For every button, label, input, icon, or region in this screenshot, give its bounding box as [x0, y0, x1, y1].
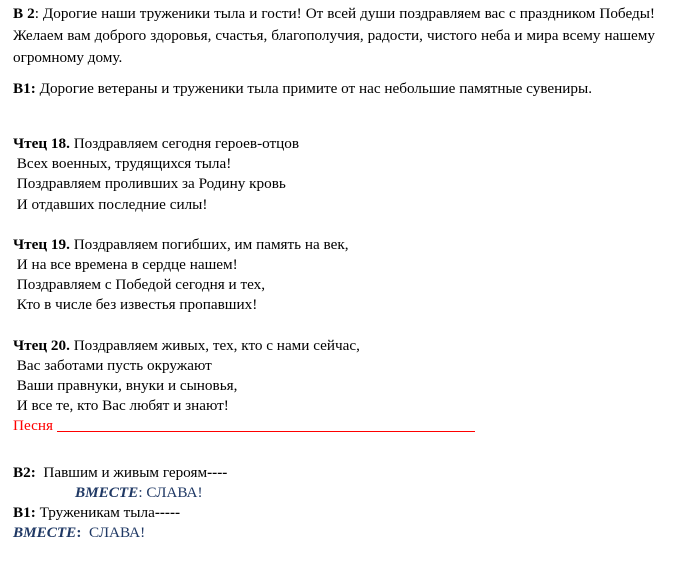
speaker-label: В1:	[13, 504, 36, 522]
verse-line: И все те, кто Вас любят и знают!	[13, 397, 229, 415]
finale-block	[13, 463, 655, 544]
speaker-label: В 2	[13, 5, 35, 22]
together-text: СЛАВА!	[81, 524, 146, 542]
verse-line: Поздравляем живых, тех, кто с нами сейчас,	[69, 336, 360, 354]
paragraph-v1-souvenirs	[13, 78, 655, 100]
dashes: -----	[154, 504, 181, 522]
together-colon: :	[76, 524, 82, 542]
paragraph-v2-greeting	[13, 3, 655, 69]
song-title-blank	[57, 430, 475, 432]
reader-label: Чтец 18.	[13, 135, 70, 152]
finale-text: Труженикам тыла	[35, 504, 155, 522]
verse-line: Ваши правнуки, внуки и сыновья,	[13, 377, 238, 395]
verse-reader-20	[13, 336, 655, 437]
together-label: ВМЕСТЕ	[13, 524, 77, 542]
verse-line: Вас заботами пусть окружают	[13, 356, 212, 374]
reader-label: Чтец 20.	[13, 336, 70, 354]
finale-text: Павшим и живым героям	[35, 463, 208, 481]
finale-line-together-2	[13, 523, 655, 543]
verse-reader-18	[13, 134, 655, 215]
verse-line: И на все времена в сердце нашем!	[13, 256, 238, 274]
dashes: ----	[207, 463, 228, 481]
song-line	[13, 416, 655, 436]
verse-line: Поздравляем сегодня героев-отцов	[69, 135, 300, 152]
verse-reader-19	[13, 235, 655, 316]
together-text: : СЛАВА!	[138, 483, 203, 501]
document-page	[13, 3, 655, 543]
finale-line-v2	[13, 463, 655, 483]
reader-label: Чтец 19.	[13, 235, 70, 253]
verse-line: Поздравляем погибших, им память на век,	[69, 235, 349, 253]
verse-line: Поздравляем проливших за Родину кровь	[13, 175, 286, 193]
speaker-label: В1:	[13, 80, 36, 97]
speaker-label: В2:	[13, 463, 36, 481]
finale-line-together-1	[13, 483, 655, 503]
song-label: Песня	[13, 417, 53, 435]
paragraph-text: Дорогие ветераны и труженики тыла примите от нас небольшие памятные сувениры.	[35, 80, 592, 97]
verse-line: Кто в числе без известья пропавших!	[13, 296, 258, 314]
finale-line-v1	[13, 503, 655, 523]
verse-line: Поздравляем с Победой сегодня и тех,	[13, 276, 266, 294]
verse-line: Всех военных, трудящихся тыла!	[13, 155, 232, 173]
paragraph-text: : Дорогие наши труженики тыла и гости! От всей души поздравляем вас с праздником Победы! Желаем вам доброго здоровья, счастья, благополучия, радости, чистого неба и мира всему нашему огромному дому.	[13, 5, 655, 66]
verse-line: И отдавших последние силы!	[13, 195, 208, 213]
together-label: ВМЕСТЕ	[75, 483, 139, 501]
